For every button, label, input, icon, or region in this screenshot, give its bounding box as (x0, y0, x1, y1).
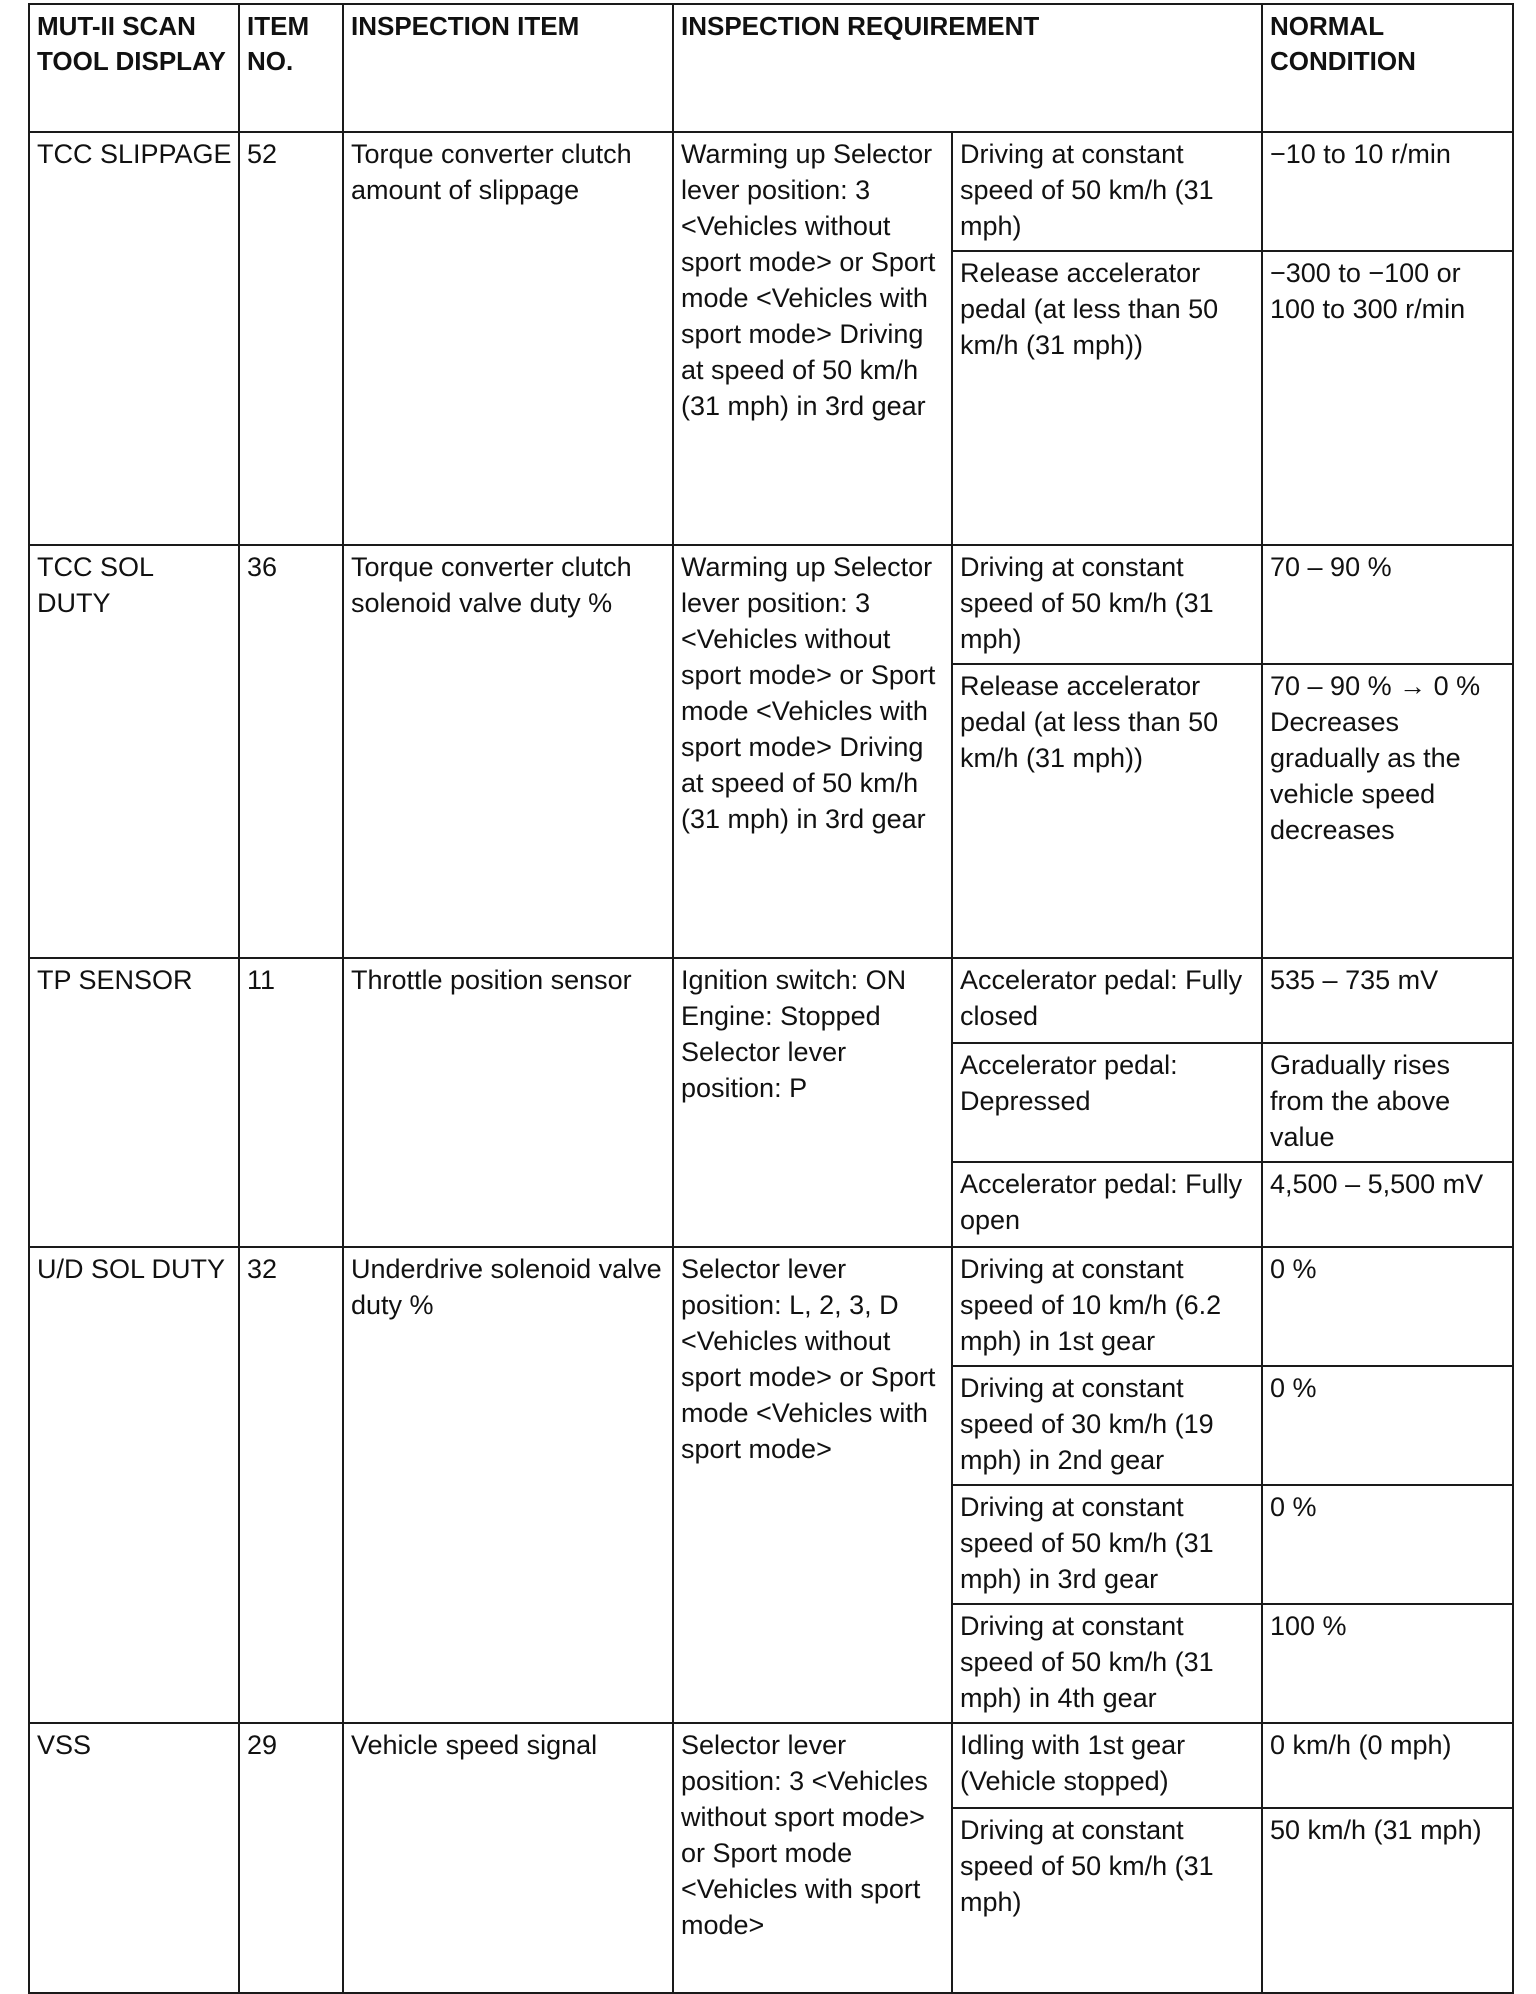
header-display: MUT-II SCAN TOOL DISPLAY (29, 4, 239, 132)
cell-condition: Driving at constant speed of 50 km/h (31 mph) in 3rd gear (952, 1485, 1262, 1604)
cell-normal: 50 km/h (31 mph) (1262, 1808, 1513, 1993)
cell-inspection-item: Torque converter clutch solenoid valve duty % (343, 545, 673, 958)
cell-condition: Release accelerator pedal (at less than 50 km/h (31 mph)) (952, 664, 1262, 958)
table-row (29, 1723, 1513, 1808)
cell-inspection-item: Throttle position sensor (343, 958, 673, 1247)
cell-normal: 4,500 – 5,500 mV (1262, 1162, 1513, 1247)
header-requirement: INSPECTION REQUIREMENT (673, 4, 1262, 132)
cell-normal: Gradually rises from the above value (1262, 1043, 1513, 1162)
cell-condition: Accelerator pedal: Fully closed (952, 958, 1262, 1043)
cell-inspection-item: Underdrive solenoid valve duty % (343, 1247, 673, 1723)
cell-inspection-item: Torque converter clutch amount of slippage (343, 132, 673, 545)
header-row (29, 4, 1513, 132)
header-normal-condition: NORMAL CONDITION (1262, 4, 1513, 132)
cell-normal: 535 – 735 mV (1262, 958, 1513, 1043)
cell-item-no: 52 (239, 132, 343, 545)
cell-display: U/D SOL DUTY (29, 1247, 239, 1723)
cell-condition: Accelerator pedal: Fully open (952, 1162, 1262, 1247)
cell-display: TP SENSOR (29, 958, 239, 1247)
table-row (29, 958, 1513, 1043)
cell-normal: 100 % (1262, 1604, 1513, 1723)
cell-normal: 0 % (1262, 1247, 1513, 1366)
cell-condition: Idling with 1st gear (Vehicle stopped) (952, 1723, 1262, 1808)
cell-item-no: 32 (239, 1247, 343, 1723)
cell-normal: −10 to 10 r/min (1262, 132, 1513, 251)
cell-condition: Driving at constant speed of 30 km/h (19 mph) in 2nd gear (952, 1366, 1262, 1485)
cell-requirement: Warming up Selector lever position: 3 <Vehicles without sport mode> or Sport mode <Vehicles with sport mode> Driving at speed of 50 km/h (31 mph) in 3rd gear (673, 132, 952, 545)
cell-normal: 70 – 90 % (1262, 545, 1513, 664)
cell-item-no: 36 (239, 545, 343, 958)
cell-normal: −300 to −100 or 100 to 300 r/min (1262, 251, 1513, 545)
cell-requirement: Selector lever position: 3 <Vehicles without sport mode> or Sport mode <Vehicles with sport mode> (673, 1723, 952, 1993)
cell-display: VSS (29, 1723, 239, 1993)
cell-condition: Driving at constant speed of 50 km/h (31 mph) in 4th gear (952, 1604, 1262, 1723)
cell-requirement: Warming up Selector lever position: 3 <Vehicles without sport mode> or Sport mode <Vehicles with sport mode> Driving at speed of 50 km/h (31 mph) in 3rd gear (673, 545, 952, 958)
header-inspection-item: INSPECTION ITEM (343, 4, 673, 132)
cell-normal: 0 km/h (0 mph) (1262, 1723, 1513, 1808)
cell-normal: 0 % (1262, 1485, 1513, 1604)
header-item-no: ITEM NO. (239, 4, 343, 132)
cell-condition: Accelerator pedal: Depressed (952, 1043, 1262, 1162)
cell-display: TCC SOL DUTY (29, 545, 239, 958)
cell-item-no: 11 (239, 958, 343, 1247)
table-row (29, 132, 1513, 251)
cell-condition: Driving at constant speed of 10 km/h (6.2 mph) in 1st gear (952, 1247, 1262, 1366)
cell-requirement: Ignition switch: ON Engine: Stopped Selector lever position: P (673, 958, 952, 1247)
cell-condition: Release accelerator pedal (at less than 50 km/h (31 mph)) (952, 251, 1262, 545)
cell-condition: Driving at constant speed of 50 km/h (31 mph) (952, 1808, 1262, 1993)
cell-item-no: 29 (239, 1723, 343, 1993)
cell-condition: Driving at constant speed of 50 km/h (31 mph) (952, 132, 1262, 251)
table-row (29, 1247, 1513, 1366)
cell-normal: 0 % (1262, 1366, 1513, 1485)
cell-display: TCC SLIPPAGE (29, 132, 239, 545)
cell-normal: 70 – 90 % → 0 % Decreases gradually as the vehicle speed decreases (1262, 664, 1513, 958)
cell-requirement: Selector lever position: L, 2, 3, D <Vehicles without sport mode> or Sport mode <Vehicles with sport mode> (673, 1247, 952, 1723)
page (28, 3, 1512, 1994)
cell-condition: Driving at constant speed of 50 km/h (31 mph) (952, 545, 1262, 664)
table-row (29, 545, 1513, 664)
cell-inspection-item: Vehicle speed signal (343, 1723, 673, 1993)
inspection-table (28, 3, 1514, 1994)
